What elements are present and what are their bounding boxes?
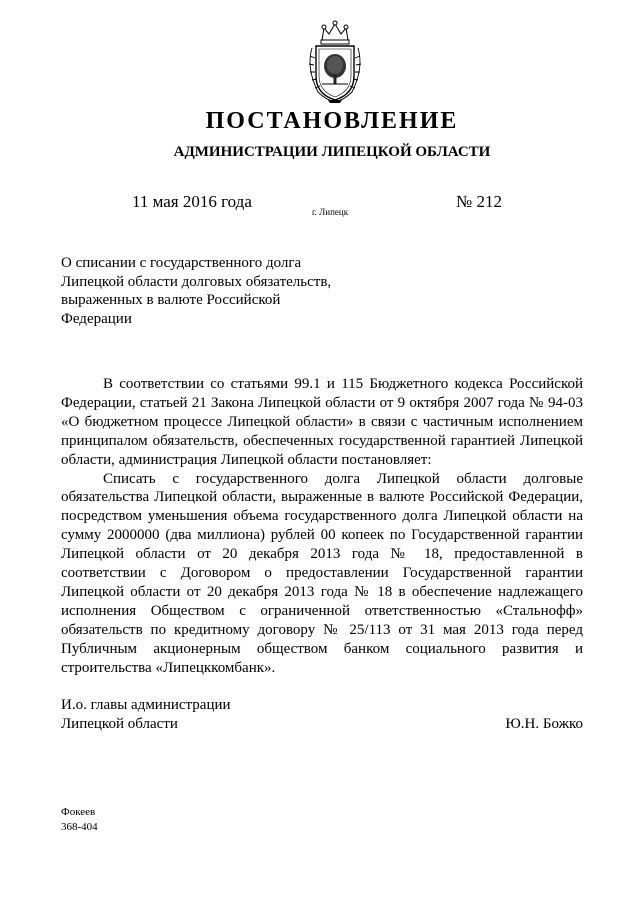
document-subject	[61, 254, 381, 328]
document-title: ПОСТАНОВЛЕНИЕ	[205, 108, 459, 134]
signatory-name: Ю.Н. Божко	[505, 716, 583, 732]
signature-block	[61, 696, 583, 734]
executor-name: Фокеев	[61, 806, 96, 818]
lipetsk-coat-of-arms-icon	[298, 18, 372, 104]
document-number: № 212	[456, 192, 502, 211]
document-city: г. Липецк	[312, 207, 349, 217]
subject-line: выраженных в валюте Российской	[61, 292, 281, 309]
subject-line: Липецкой области долговых обязательств,	[61, 273, 332, 290]
subject-line: О списании с государственного долга	[61, 255, 302, 271]
subject-line: Федерации	[61, 310, 132, 327]
signatory-position-region: Липецкой области	[61, 716, 178, 732]
body-paragraph-preamble: В соответствии со статьями 99.1 и 115 Бюджетного кодекса Российской Федерации, статьей 21 Закона Липецкой области от 9 октября 2007 года № 94-03 «О бюджетном процессе Липецкой области» в связи с частичным исполнением принципалом обязательств, обеспеченных государственной гарантией Липецкой области, администрация Липецкой области постановляет:	[61, 376, 583, 468]
signatory-position: И.о. главы администрации	[61, 697, 231, 713]
document-issuer: АДМИНИСТРАЦИИ ЛИПЕЦКОЙ ОБЛАСТИ	[173, 144, 491, 160]
document-date: 11 мая 2016 года	[132, 192, 252, 211]
document-body	[61, 375, 583, 678]
body-paragraph-decision: Списать с государственного долга Липецкой области долговые обязательства Липецкой области, выраженные в валюте Российской Федерации, посредством уменьшения объема государственного долга Липецкой области на сумму 2000000 (два миллиона) рублей 00 копеек по Государственной гарантии Липецкой области от 20 декабря 2013 года № 18, предоставленной в соответствии с Договором о предоставлении Государственной гарантии Липецкой области от 20 декабря 2013 года № 18 в обеспечение надлежащего исполнения Обществом с ограниченной ответственностью «Стальнофф» обязательств по кредитному договору № 25/113 от 31 мая 2013 года перед Публичным акционерным обществом банком социального развития и строительства «Липецккомбанк».	[61, 470, 583, 676]
executor-phone: 368-404	[61, 821, 98, 833]
executor-block	[61, 805, 98, 835]
